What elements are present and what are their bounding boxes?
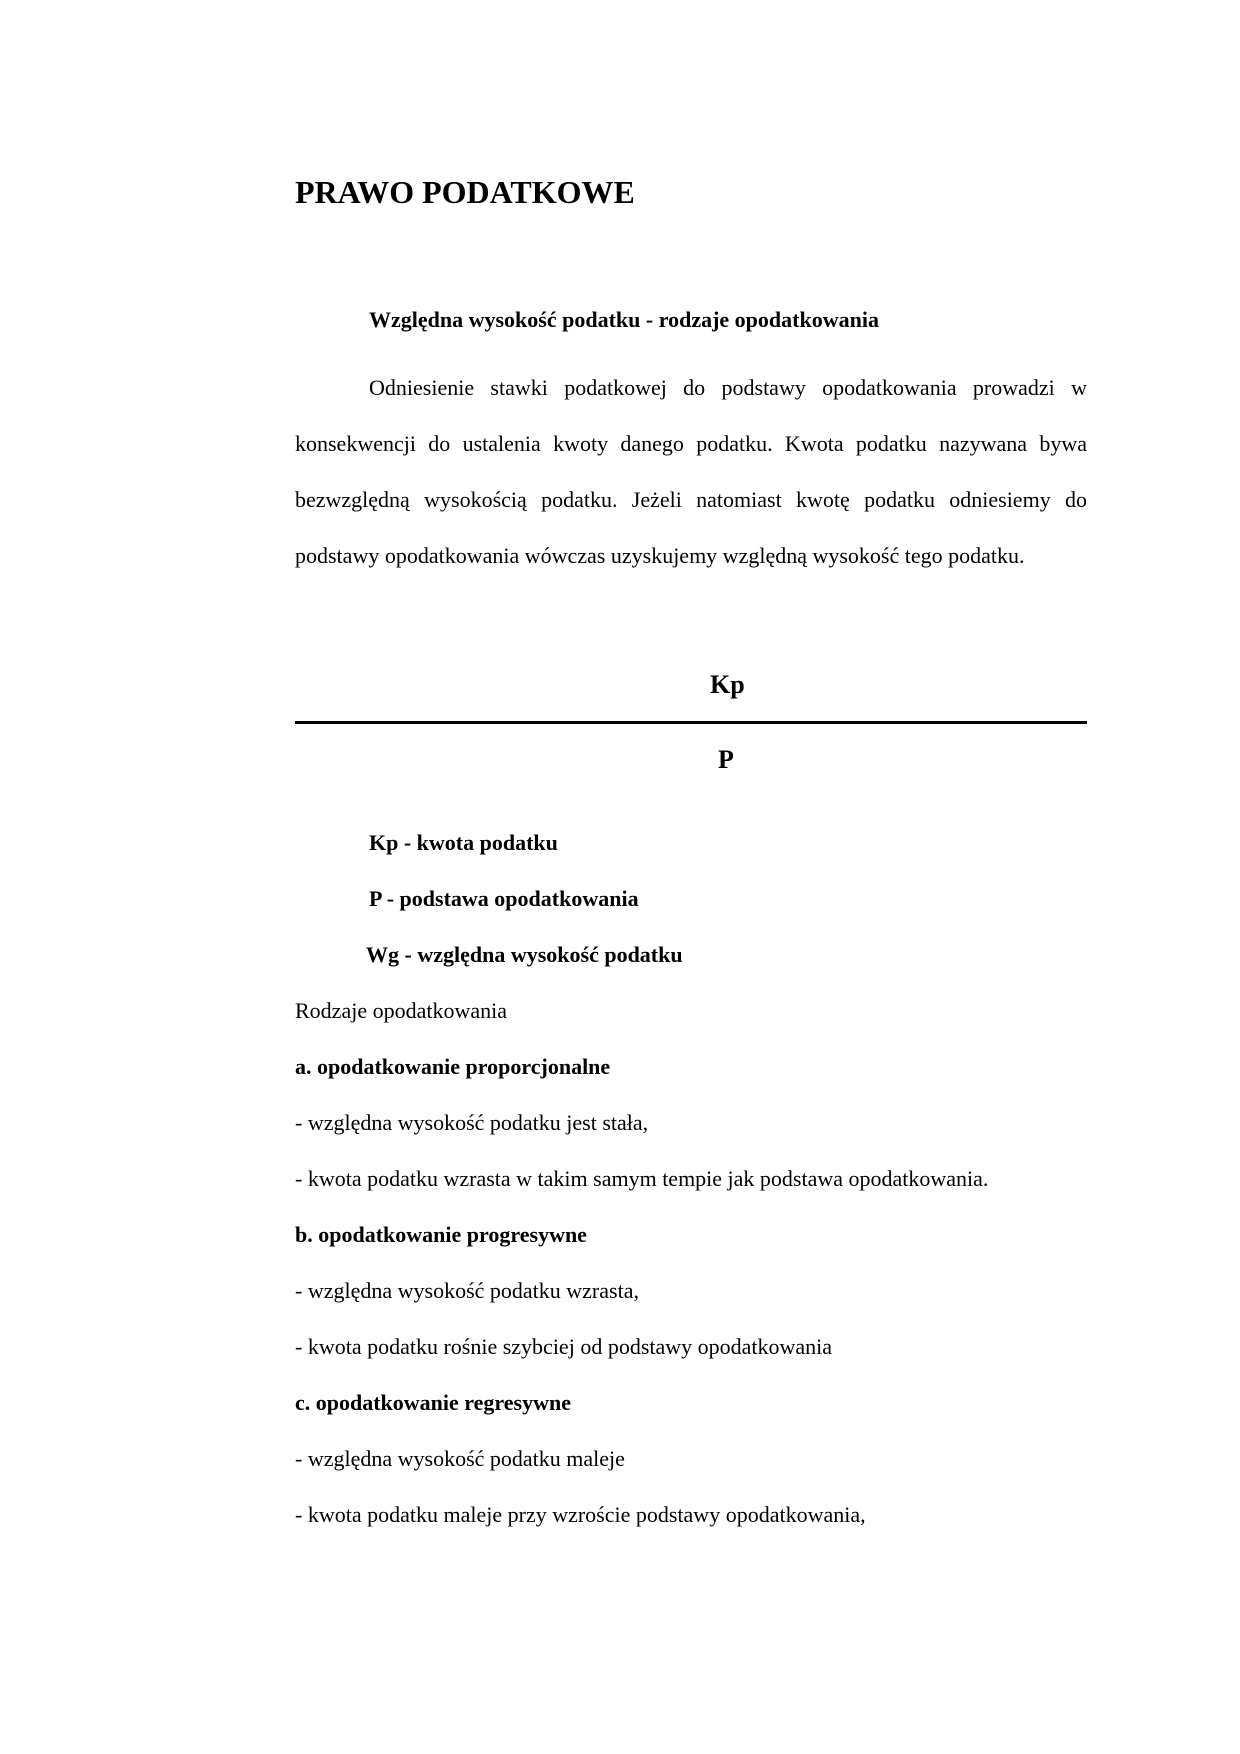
types-label: Rodzaje opodatkowania bbox=[295, 998, 507, 1023]
type-a-point-2: - kwota podatku wzrasta w takim samym tempie jak podstawa opodatkowania. bbox=[295, 1166, 989, 1191]
type-b-point-2: - kwota podatku rośnie szybciej od podstawy opodatkowania bbox=[295, 1334, 833, 1359]
type-b-heading: b. opodatkowanie progresywne bbox=[295, 1222, 587, 1247]
legend-item-wg: Wg - względna wysokość podatku bbox=[366, 942, 683, 967]
page-title: PRAWO PODATKOWE bbox=[295, 174, 635, 210]
legend-item-kp: Kp - kwota podatku bbox=[369, 830, 558, 855]
formula-fraction-line bbox=[295, 721, 1087, 724]
type-c-point-2: - kwota podatku maleje przy wzroście podstawy opodatkowania, bbox=[295, 1502, 866, 1527]
formula-numerator: Kp bbox=[710, 670, 745, 699]
type-a-heading: a. opodatkowanie proporcjonalne bbox=[295, 1054, 611, 1079]
type-c-point-1: - względna wysokość podatku maleje bbox=[295, 1446, 625, 1471]
type-b-point-1: - względna wysokość podatku wzrasta, bbox=[295, 1278, 639, 1303]
section-heading: Względna wysokość podatku - rodzaje opodatkowania bbox=[369, 307, 879, 332]
type-a-point-1: - względna wysokość podatku jest stała, bbox=[295, 1110, 649, 1135]
type-c-heading: c. opodatkowanie regresywne bbox=[295, 1390, 572, 1415]
legend-item-p: P - podstawa opodatkowania bbox=[369, 886, 639, 911]
formula-denominator: P bbox=[718, 745, 734, 774]
intro-paragraph: Odniesienie stawki podatkowej do podstawy opodatkowania prowadzi w konsekwencji do ustalenia kwoty danego podatku. Kwota podatku nazywana bywa bezwzględną wysokością podatku. Jeżeli natomiast kwotę podatku odniesiemy do podstawy opodatkowania wówczas uzyskujemy względną wysokość tego podatku. bbox=[295, 375, 1087, 568]
